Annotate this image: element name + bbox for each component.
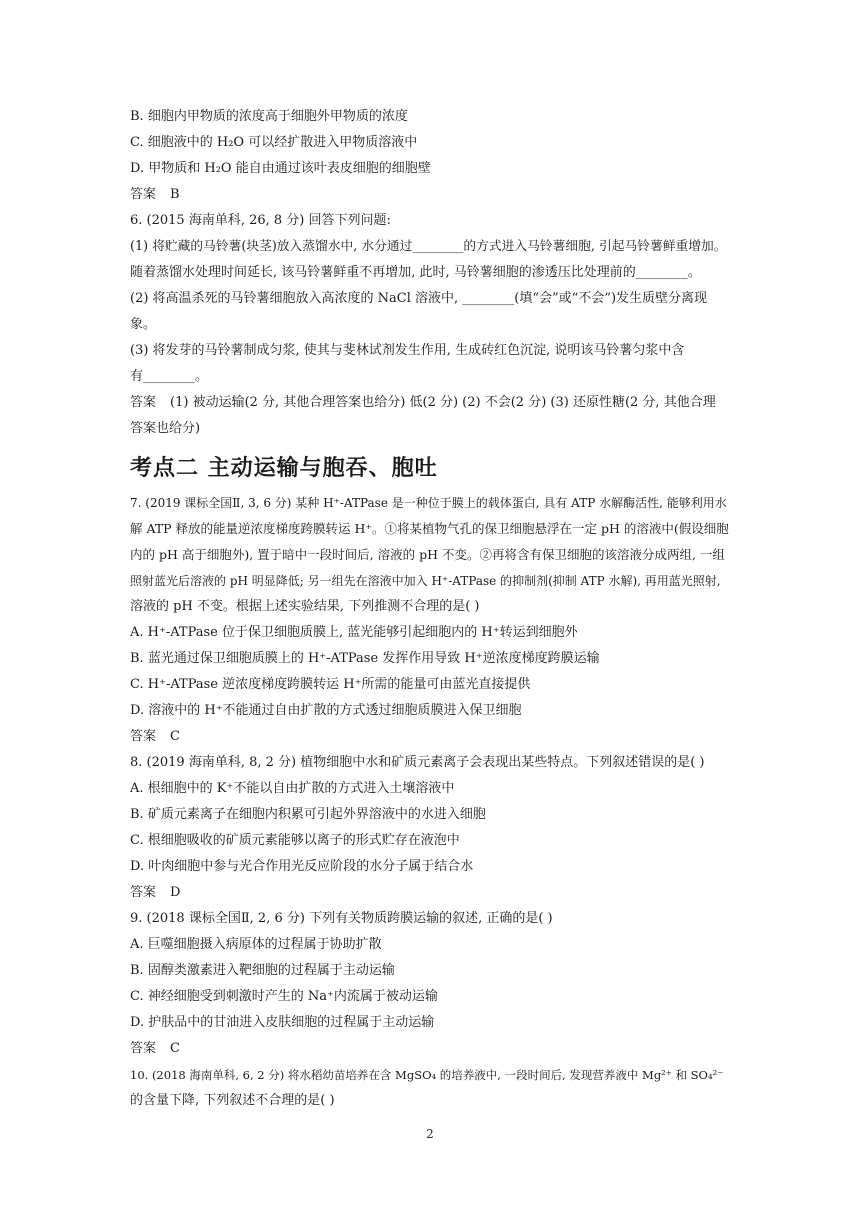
answer-line	[130, 182, 730, 208]
question-9-option: C. 神经细胞受到刺激时产生的 Na⁺内流属于被动运输	[130, 989, 438, 1004]
question-8-option: C. 根细胞吸收的矿质元素能够以离子的形式贮存在液泡中	[130, 833, 460, 848]
question-7-stem: 照射蓝光后溶液的 pH 明显降低; 另一组先在溶液中加入 H⁺-ATPase 的抑制剂(抑制 ATP 水解), 再用蓝光照射,	[130, 574, 721, 588]
document-page	[130, 104, 730, 1114]
answer-continuation: 答案也给分)	[130, 421, 201, 436]
answer-label: 答案	[130, 1041, 157, 1056]
answer-label: 答案	[130, 885, 157, 900]
answer-value: (1) 被动运输(2 分, 其他合理答案也给分) 低(2 分) (2) 不会(2 分) (3) 还原性糖(2 分, 其他合理	[170, 395, 716, 410]
question-9-stem: 9. (2018 课标全国Ⅱ, 2, 6 分) 下列有关物质跨膜运输的叙述, 正确的是( )	[130, 911, 553, 926]
question-6-line: 有________。	[130, 369, 209, 384]
answer-value: C	[170, 1041, 180, 1056]
answer-line	[130, 724, 730, 750]
option-c: C. 细胞液中的 H₂O 可以经扩散进入甲物质溶液中	[130, 135, 418, 150]
answer-value: C	[170, 729, 180, 744]
question-8-option: B. 矿质元素离子在细胞内积累可引起外界溶液中的水进入细胞	[130, 807, 486, 822]
question-7-stem: 内的 pH 高于细胞外), 置于暗中一段时间后, 溶液的 pH 不变。②再将含有保卫细胞的该溶液分成两组, 一组	[130, 547, 725, 562]
answer-label: 答案	[130, 395, 157, 410]
question-8-stem: 8. (2019 海南单科, 8, 2 分) 植物细胞中水和矿质元素离子会表现出某些特点。下列叙述错误的是( )	[130, 755, 705, 770]
answer-line	[130, 390, 730, 416]
question-7-stem: 溶液的 pH 不变。根据上述实验结果, 下列推测不合理的是( )	[130, 599, 480, 614]
question-7-option: D. 溶液中的 H⁺不能通过自由扩散的方式透过细胞质膜进入保卫细胞	[130, 703, 522, 718]
question-6-stem: 6. (2015 海南单科, 26, 8 分) 回答下列问题:	[130, 213, 391, 228]
question-8-option: A. 根细胞中的 K⁺不能以自由扩散的方式进入土壤溶液中	[130, 781, 455, 796]
question-10-stem: 的含量下降, 下列叙述不合理的是( )	[130, 1093, 335, 1108]
question-6-line: (3) 将发芽的马铃薯制成匀浆, 使其与斐林试剂发生作用, 生成砖红色沉淀, 说明该马铃薯匀浆中含	[130, 343, 685, 358]
answer-line	[130, 1036, 730, 1062]
question-7-stem: 解 ATP 释放的能量逆浓度梯度跨膜转运 H⁺。①将某植物气孔的保卫细胞悬浮在一定 pH 的溶液中(假设细胞	[130, 521, 729, 536]
question-9-option: B. 固醇类激素进入靶细胞的过程属于主动运输	[130, 963, 395, 978]
page-number: 2	[426, 1127, 434, 1141]
question-6-line: 象。	[130, 317, 157, 332]
answer-line	[130, 880, 730, 906]
question-6-line: (1) 将贮藏的马铃薯(块茎)放入蒸馏水中, 水分通过________的方式进入马铃薯细胞, 引起马铃薯鲜重增加。	[130, 239, 727, 254]
question-7-stem: 7. (2019 课标全国Ⅱ, 3, 6 分) 某种 H⁺-ATPase 是一种位于膜上的载体蛋白, 具有 ATP 水解酶活性, 能够利用水	[130, 496, 727, 510]
answer-value: B	[170, 187, 180, 202]
question-8-option: D. 叶肉细胞中参与光合作用光反应阶段的水分子属于结合水	[130, 859, 474, 874]
question-7-option: A. H⁺-ATPase 位于保卫细胞质膜上, 蓝光能够引起细胞内的 H⁺转运到细胞外	[130, 625, 578, 640]
answer-value: D	[170, 885, 181, 900]
answer-label: 答案	[130, 187, 157, 202]
question-10-stem: 10. (2018 海南单科, 6, 2 分) 将水稻幼苗培养在含 MgSO₄ 的培养液中, 一段时间后, 发现营养液中 Mg²⁺ 和 SO₄²⁻	[130, 1068, 724, 1082]
question-7-option: B. 蓝光通过保卫细胞质膜上的 H⁺-ATPase 发挥作用导致 H⁺逆浓度梯度跨膜运输	[130, 651, 600, 666]
question-6-line: (2) 将高温杀死的马铃薯细胞放入高浓度的 NaCl 溶液中, ________(填“会”或“不会”)发生质壁分离现	[130, 291, 708, 306]
option-d: D. 甲物质和 H₂O 能自由通过该叶表皮细胞的细胞壁	[130, 161, 431, 176]
section-heading: 考点二 主动运输与胞吞、胞吐	[130, 456, 438, 481]
question-7-option: C. H⁺-ATPase 逆浓度梯度跨膜转运 H⁺所需的能量可由蓝光直接提供	[130, 677, 531, 692]
question-9-option: D. 护肤品中的甘油进入皮肤细胞的过程属于主动运输	[130, 1015, 435, 1030]
question-9-option: A. 巨噬细胞摄入病原体的过程属于协助扩散	[130, 937, 382, 952]
option-b: B. 细胞内甲物质的浓度高于细胞外甲物质的浓度	[130, 109, 408, 124]
answer-label: 答案	[130, 729, 157, 744]
question-6-line: 随着蒸馏水处理时间延长, 该马铃薯鲜重不再增加, 此时, 马铃薯细胞的渗透压比处理前的________。	[130, 265, 701, 280]
